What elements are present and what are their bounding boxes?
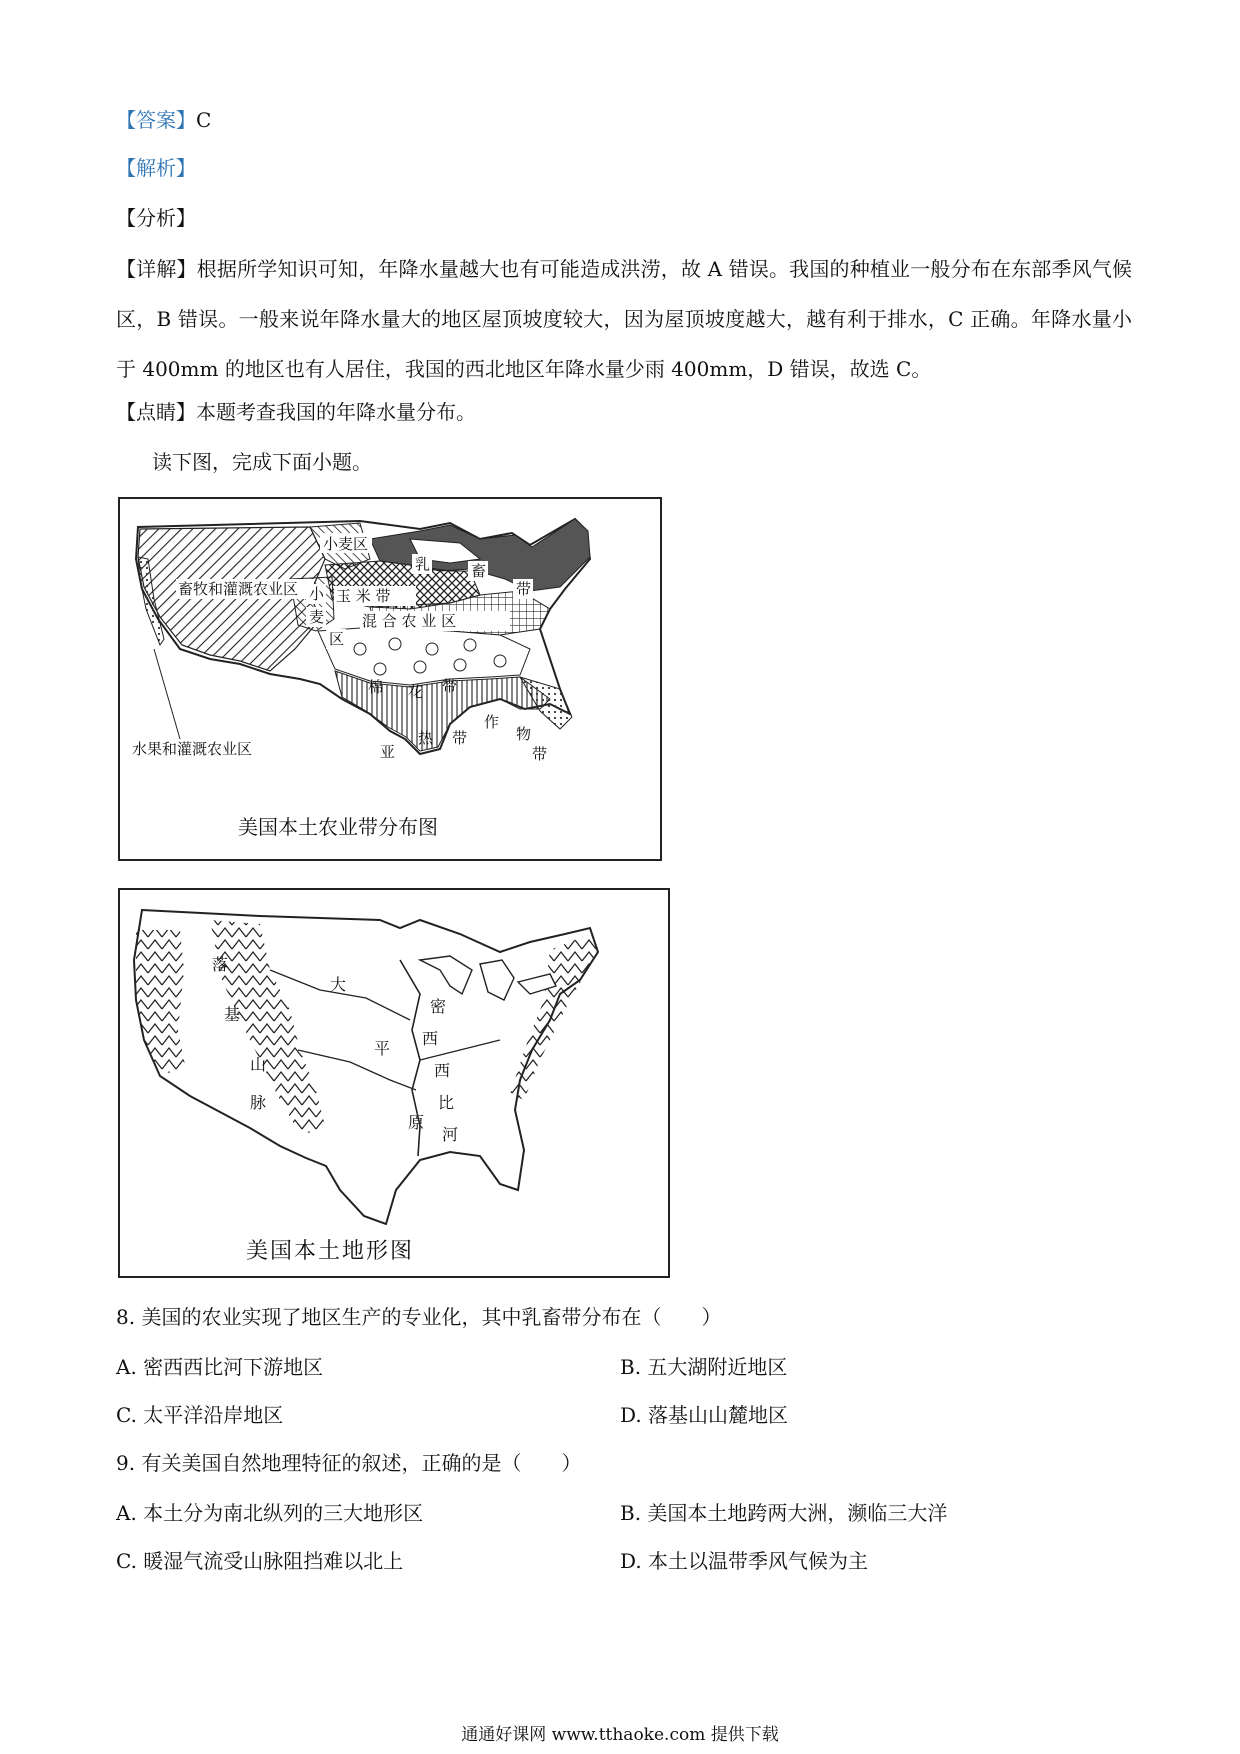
answer-bracket: 【答案】: [116, 108, 196, 132]
label-corn: 玉 米 带: [336, 587, 391, 605]
label-dairy-1: 乳: [415, 555, 431, 573]
terrain-rocky-1: 落: [212, 955, 229, 974]
label-wheat-s2: 麦: [309, 608, 325, 626]
terrain-miss-4: 比: [438, 1093, 455, 1112]
detail-paragraph: [116, 244, 1132, 394]
footer-credit: 通通好课网 www.tthaoke.com 提供下载: [461, 1725, 779, 1745]
answer-line: [116, 106, 211, 134]
q8-option-b: B. 五大湖附近地区: [620, 1355, 788, 1379]
label-sub-4: 作: [484, 713, 500, 731]
q9-option-d: D. 本土以温带季风气候为主: [620, 1549, 869, 1573]
map2-title: 美国本土地形图: [246, 1239, 415, 1264]
agriculture-map: [118, 497, 662, 861]
q8-option-a: A. 密西西比河下游地区: [116, 1355, 324, 1379]
terrain-rocky-4: 脉: [250, 1093, 267, 1112]
label-sub-6: 带: [532, 745, 548, 763]
terrain-miss-2: 西: [422, 1029, 439, 1048]
q8-option-d: D. 落基山山麓地区: [620, 1403, 789, 1427]
terrain-miss-5: 河: [442, 1125, 459, 1144]
detail-head: 【详解】: [116, 257, 197, 281]
terrain-miss-1: 密: [430, 997, 447, 1016]
label-wheat-north: 小麦区: [323, 535, 369, 553]
terrain-rocky-3: 山: [250, 1055, 267, 1074]
label-cotton-3: 带: [442, 677, 458, 695]
q9-stem: 9. 有关美国自然地理特征的叙述，正确的是（ ）: [116, 1451, 582, 1475]
fenxi-heading: 【分析】: [116, 206, 196, 230]
analysis-heading: 【解析】: [116, 156, 196, 180]
label-sub-1: 亚: [380, 743, 396, 761]
label-ranch: 畜牧和灌溉农业区: [178, 580, 299, 598]
label-wheat-s3: 区: [329, 630, 345, 648]
label-dairy-2: 畜: [471, 562, 487, 580]
answer-value: C: [196, 108, 212, 132]
label-sub-2: 热: [418, 729, 434, 747]
dianjing-head: 【点睛】: [116, 400, 196, 424]
label-cotton-1: 棉: [368, 678, 384, 696]
dianjing-text: 本题考查我国的年降水量分布。: [196, 400, 476, 424]
label-mixed: 混 合 农 业 区: [362, 612, 457, 630]
detail-text: 根据所学知识可知，年降水量越大也有可能造成洪涝，故 A 错误。我国的种植业一般分布在东部季风气候区，B 错误。一般来说年降水量大的地区屋顶坡度较大，因为屋顶坡度越大，越有利于排水，C 正确。年降水量小于 400mm 的地区也有人居住，我国的西北地区年降水量少雨 400mm，D 错误，故选 C。: [116, 257, 1132, 381]
q8-stem: 8. 美国的农业实现了地区生产的专业化，其中乳畜带分布在（ ）: [116, 1305, 722, 1329]
label-sub-5: 物: [516, 725, 532, 743]
label-wheat-s1: 小: [309, 585, 325, 603]
instruction: 读下图，完成下面小题。: [152, 450, 372, 474]
terrain-map: [118, 888, 670, 1278]
terrain-miss-3: 西: [434, 1061, 451, 1080]
label-fruit: 水果和灌溉农业区: [132, 740, 253, 758]
q9-option-c: C. 暖湿气流受山脉阻挡难以北上: [116, 1549, 404, 1573]
label-dairy-3: 带: [516, 580, 532, 598]
dianjing-line: [116, 398, 476, 426]
terrain-plain-1: 大: [330, 975, 347, 994]
terrain-rocky-2: 基: [224, 1005, 241, 1024]
terrain-plain-2: 平: [374, 1039, 391, 1058]
label-cotton-2: 花: [408, 683, 424, 701]
q8-option-c: C. 太平洋沿岸地区: [116, 1403, 284, 1427]
map1-title: 美国本土农业带分布图: [238, 815, 438, 839]
q9-option-b: B. 美国本土地跨两大洲，濒临三大洋: [620, 1501, 948, 1525]
label-sub-3: 带: [452, 729, 468, 747]
terrain-plain-3: 原: [408, 1113, 425, 1132]
q9-option-a: A. 本土分为南北纵列的三大地形区: [116, 1501, 424, 1525]
